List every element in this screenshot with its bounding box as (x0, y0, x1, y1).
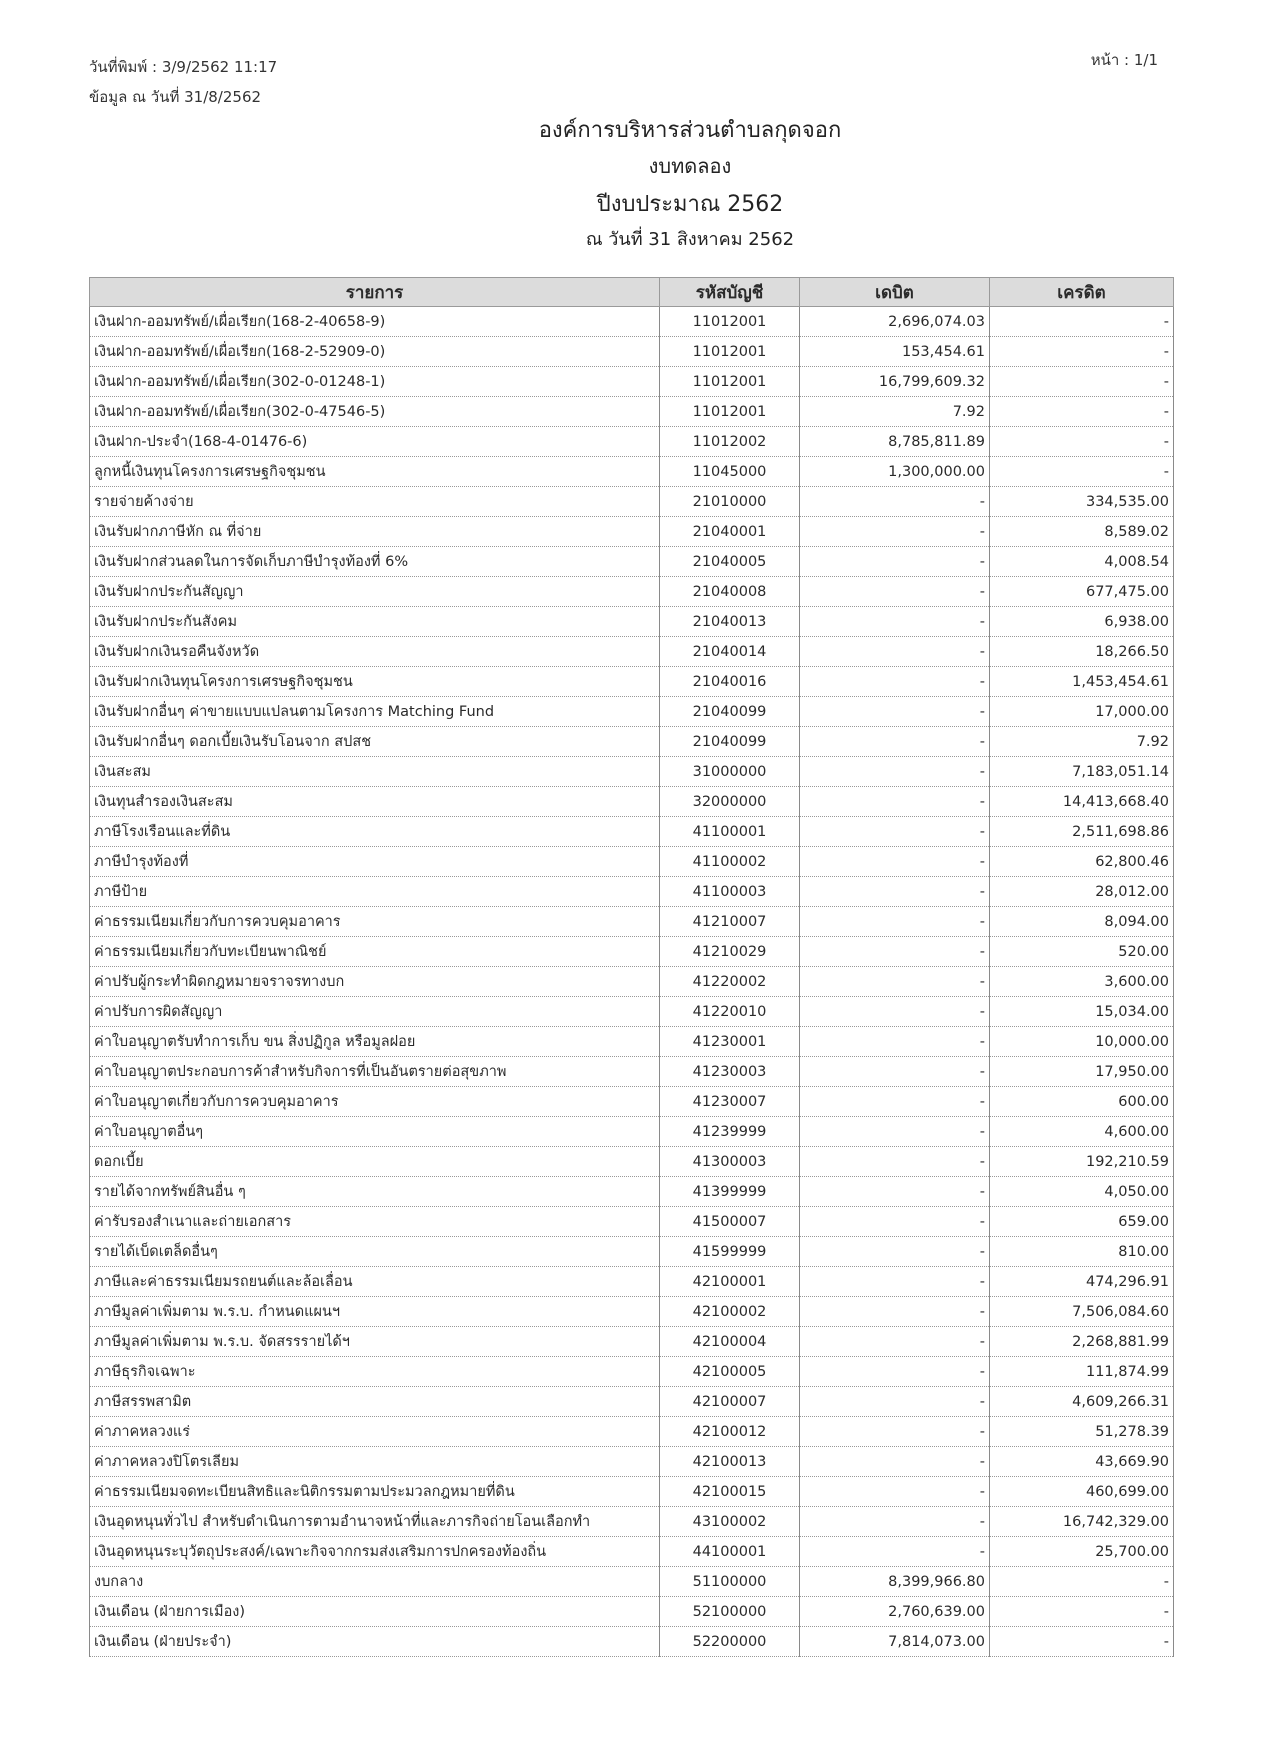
organization-title: องค์การบริหารส่วนตำบลกุดจอก (538, 118, 842, 143)
account-name: ค่าใบอนุญาตรับทำการเก็บ ขน สิ่งปฏิกูล หรือมูลฝอย (90, 1027, 660, 1057)
debit-amount: - (800, 1177, 990, 1207)
account-name: เงินรับฝากประกันสังคม (90, 607, 660, 637)
table-row (90, 517, 1174, 547)
account-name: ภาษีธุรกิจเฉพาะ (90, 1357, 660, 1387)
account-code: 41100002 (660, 847, 800, 877)
account-code: 52100000 (660, 1597, 800, 1627)
account-code: 42100012 (660, 1417, 800, 1447)
table-row (90, 1507, 1174, 1537)
account-name: ภาษีโรงเรือนและที่ดิน (90, 817, 660, 847)
table-row (90, 1147, 1174, 1177)
debit-amount: - (800, 1357, 990, 1387)
table-row (90, 1117, 1174, 1147)
credit-amount: 10,000.00 (990, 1027, 1174, 1057)
account-name: เงินฝาก-ออมทรัพย์/เผื่อเรียก(168-2-40658-9) (90, 307, 660, 337)
debit-amount: - (800, 1207, 990, 1237)
credit-amount: - (990, 307, 1174, 337)
column-header-item: รายการ (90, 278, 660, 307)
debit-amount: - (800, 967, 990, 997)
credit-amount: 15,034.00 (990, 997, 1174, 1027)
account-name: ค่าภาคหลวงแร่ (90, 1417, 660, 1447)
table-row (90, 1177, 1174, 1207)
credit-amount: 8,589.02 (990, 517, 1174, 547)
account-name: เงินฝาก-ออมทรัพย์/เผื่อเรียก(302-0-47546-5) (90, 397, 660, 427)
debit-amount: 1,300,000.00 (800, 457, 990, 487)
table-row (90, 1207, 1174, 1237)
account-name: ค่าปรับผู้กระทำผิดกฎหมายจราจรทางบก (90, 967, 660, 997)
table-row (90, 847, 1174, 877)
debit-amount: - (800, 1087, 990, 1117)
debit-amount: 7.92 (800, 397, 990, 427)
account-name: ค่าใบอนุญาตเกี่ยวกับการควบคุมอาคาร (90, 1087, 660, 1117)
debit-amount: - (800, 547, 990, 577)
debit-amount: - (800, 1057, 990, 1087)
account-name: เงินอุดหนุนทั่วไป สำหรับดำเนินการตามอำนาจหน้าที่และภารกิจถ่ายโอนเลือกทำ (90, 1507, 660, 1537)
credit-amount: 43,669.90 (990, 1447, 1174, 1477)
table-body (90, 307, 1174, 1657)
table-row (90, 1537, 1174, 1567)
account-name: เงินรับฝากอื่นๆ ค่าขายแบบแปลนตามโครงการ Matching Fund (90, 697, 660, 727)
credit-amount: 1,453,454.61 (990, 667, 1174, 697)
debit-amount: - (800, 817, 990, 847)
debit-amount: - (800, 667, 990, 697)
account-code: 31000000 (660, 757, 800, 787)
table-row (90, 697, 1174, 727)
account-name: ภาษีมูลค่าเพิ่มตาม พ.ร.บ. กำหนดแผนฯ (90, 1297, 660, 1327)
debit-amount: - (800, 937, 990, 967)
debit-amount: - (800, 1267, 990, 1297)
credit-amount: 18,266.50 (990, 637, 1174, 667)
table-row (90, 907, 1174, 937)
account-code: 52200000 (660, 1627, 800, 1657)
table-row (90, 607, 1174, 637)
credit-amount: - (990, 1627, 1174, 1657)
account-name: เงินฝาก-ออมทรัพย์/เผื่อเรียก(302-0-01248-1) (90, 367, 660, 397)
table-row (90, 1327, 1174, 1357)
account-code: 11012001 (660, 367, 800, 397)
credit-amount: 8,094.00 (990, 907, 1174, 937)
credit-amount: 6,938.00 (990, 607, 1174, 637)
credit-amount: 14,413,668.40 (990, 787, 1174, 817)
table-row (90, 307, 1174, 337)
credit-amount: 810.00 (990, 1237, 1174, 1267)
account-name: รายได้เบ็ดเตล็ดอื่นๆ (90, 1237, 660, 1267)
account-name: ค่าใบอนุญาตประกอบการค้าสำหรับกิจการที่เป็นอันตรายต่อสุขภาพ (90, 1057, 660, 1087)
credit-amount: - (990, 367, 1174, 397)
table-row (90, 457, 1174, 487)
credit-amount: 7.92 (990, 727, 1174, 757)
account-code: 41300003 (660, 1147, 800, 1177)
account-code: 21040014 (660, 637, 800, 667)
account-name: เงินรับฝากเงินทุนโครงการเศรษฐกิจชุมชน (90, 667, 660, 697)
debit-amount: - (800, 1387, 990, 1417)
table-row (90, 997, 1174, 1027)
credit-amount: 7,183,051.14 (990, 757, 1174, 787)
credit-amount: - (990, 337, 1174, 367)
as-of-date: ณ วันที่ 31 สิงหาคม 2562 (585, 229, 795, 250)
account-code: 42100005 (660, 1357, 800, 1387)
table-row (90, 1567, 1174, 1597)
account-code: 41210029 (660, 937, 800, 967)
table-row (90, 637, 1174, 667)
debit-amount: 153,454.61 (800, 337, 990, 367)
credit-amount: 334,535.00 (990, 487, 1174, 517)
table-row (90, 1237, 1174, 1267)
credit-amount: 17,950.00 (990, 1057, 1174, 1087)
credit-amount: 111,874.99 (990, 1357, 1174, 1387)
debit-amount: 7,814,073.00 (800, 1627, 990, 1657)
column-header-debit: เดบิต (800, 278, 990, 307)
account-name: ค่าธรรมเนียมเกี่ยวกับการควบคุมอาคาร (90, 907, 660, 937)
credit-amount: 4,008.54 (990, 547, 1174, 577)
credit-amount: 16,742,329.00 (990, 1507, 1174, 1537)
credit-amount: 460,699.00 (990, 1477, 1174, 1507)
account-name: เงินรับฝากส่วนลดในการจัดเก็บภาษีบำรุงท้องที่ 6% (90, 547, 660, 577)
account-code: 21040005 (660, 547, 800, 577)
debit-amount: - (800, 1477, 990, 1507)
table-row (90, 427, 1174, 457)
account-code: 11012001 (660, 397, 800, 427)
table-row (90, 1447, 1174, 1477)
table-row (90, 1417, 1174, 1447)
account-name: ค่าภาคหลวงปิโตรเลียม (90, 1447, 660, 1477)
debit-amount: - (800, 1327, 990, 1357)
table-row (90, 1267, 1174, 1297)
account-code: 41220002 (660, 967, 800, 997)
account-name: ภาษีป้าย (90, 877, 660, 907)
debit-amount: - (800, 1447, 990, 1477)
table-row (90, 1627, 1174, 1657)
data-date: ข้อมูล ณ วันที่ 31/8/2562 (89, 88, 262, 106)
debit-amount: - (800, 787, 990, 817)
trial-balance-table (89, 277, 1174, 1657)
debit-amount: - (800, 847, 990, 877)
column-header-code: รหัสบัญชี (660, 278, 800, 307)
credit-amount: 17,000.00 (990, 697, 1174, 727)
account-code: 41100003 (660, 877, 800, 907)
table-row (90, 727, 1174, 757)
debit-amount: - (800, 1027, 990, 1057)
table-row (90, 1597, 1174, 1627)
debit-amount: 16,799,609.32 (800, 367, 990, 397)
account-name: ค่ารับรองสำเนาและถ่ายเอกสาร (90, 1207, 660, 1237)
debit-amount: - (800, 517, 990, 547)
table-row (90, 487, 1174, 517)
print-date: วันที่พิมพ์ : 3/9/2562 11:17 (89, 58, 278, 76)
credit-amount: 2,511,698.86 (990, 817, 1174, 847)
account-name: รายจ่ายค้างจ่าย (90, 487, 660, 517)
credit-amount: 192,210.59 (990, 1147, 1174, 1177)
account-name: เงินรับฝากอื่นๆ ดอกเบี้ยเงินรับโอนจาก สปสช (90, 727, 660, 757)
credit-amount: 4,050.00 (990, 1177, 1174, 1207)
credit-amount: - (990, 1567, 1174, 1597)
table-row (90, 397, 1174, 427)
account-code: 21040008 (660, 577, 800, 607)
credit-amount: 659.00 (990, 1207, 1174, 1237)
table-row (90, 337, 1174, 367)
credit-amount: 51,278.39 (990, 1417, 1174, 1447)
account-code: 21040099 (660, 727, 800, 757)
account-code: 41399999 (660, 1177, 800, 1207)
debit-amount: - (800, 1147, 990, 1177)
credit-amount: 520.00 (990, 937, 1174, 967)
table-row (90, 1357, 1174, 1387)
account-name: เงินรับฝากประกันสัญญา (90, 577, 660, 607)
table-row (90, 1387, 1174, 1417)
debit-amount: - (800, 1117, 990, 1147)
account-code: 42100007 (660, 1387, 800, 1417)
debit-amount: - (800, 637, 990, 667)
account-name: ค่าใบอนุญาตอื่นๆ (90, 1117, 660, 1147)
table-row (90, 547, 1174, 577)
account-code: 32000000 (660, 787, 800, 817)
account-code: 11012002 (660, 427, 800, 457)
debit-amount: 2,696,074.03 (800, 307, 990, 337)
table-row (90, 367, 1174, 397)
table-row (90, 667, 1174, 697)
account-name: ภาษีและค่าธรรมเนียมรถยนต์และล้อเลื่อน (90, 1267, 660, 1297)
credit-amount: 474,296.91 (990, 1267, 1174, 1297)
debit-amount: 8,785,811.89 (800, 427, 990, 457)
credit-amount: 677,475.00 (990, 577, 1174, 607)
account-name: งบกลาง (90, 1567, 660, 1597)
table-header-row (90, 278, 1174, 307)
account-name: เงินสะสม (90, 757, 660, 787)
table-row (90, 1087, 1174, 1117)
account-name: เงินเดือน (ฝ่ายประจำ) (90, 1627, 660, 1657)
credit-amount: 3,600.00 (990, 967, 1174, 997)
table-row (90, 1027, 1174, 1057)
credit-amount: 7,506,084.60 (990, 1297, 1174, 1327)
account-name: เงินรับฝากเงินรอคืนจังหวัด (90, 637, 660, 667)
account-name: รายได้จากทรัพย์สินอื่น ๆ (90, 1177, 660, 1207)
account-code: 41230001 (660, 1027, 800, 1057)
account-code: 43100002 (660, 1507, 800, 1537)
debit-amount: - (800, 577, 990, 607)
account-code: 44100001 (660, 1537, 800, 1567)
page-number: หน้า : 1/1 (1090, 51, 1158, 69)
account-code: 21010000 (660, 487, 800, 517)
debit-amount: - (800, 1537, 990, 1567)
credit-amount: - (990, 1597, 1174, 1627)
account-name: ภาษีสรรพสามิต (90, 1387, 660, 1417)
table-row (90, 1057, 1174, 1087)
table-row (90, 757, 1174, 787)
table-row (90, 877, 1174, 907)
account-code: 42100004 (660, 1327, 800, 1357)
report-meta (89, 52, 277, 112)
debit-amount: - (800, 997, 990, 1027)
account-code: 41239999 (660, 1117, 800, 1147)
account-name: ภาษีมูลค่าเพิ่มตาม พ.ร.บ. จัดสรรรายได้ฯ (90, 1327, 660, 1357)
account-code: 21040016 (660, 667, 800, 697)
table-row (90, 577, 1174, 607)
debit-amount: - (800, 907, 990, 937)
report-titles (390, 112, 990, 254)
account-name: ค่าธรรมเนียมจดทะเบียนสิทธิและนิติกรรมตามประมวลกฎหมายที่ดิน (90, 1477, 660, 1507)
credit-amount: 62,800.46 (990, 847, 1174, 877)
credit-amount: 28,012.00 (990, 877, 1174, 907)
account-code: 21040099 (660, 697, 800, 727)
account-code: 41599999 (660, 1237, 800, 1267)
debit-amount: - (800, 607, 990, 637)
account-code: 42100013 (660, 1447, 800, 1477)
credit-amount: 4,600.00 (990, 1117, 1174, 1147)
fiscal-year: ปีงบประมาณ 2562 (596, 192, 784, 217)
debit-amount: - (800, 877, 990, 907)
account-code: 21040013 (660, 607, 800, 637)
column-header-credit: เครดิต (990, 278, 1174, 307)
account-name: เงินเดือน (ฝ่ายการเมือง) (90, 1597, 660, 1627)
account-code: 41500007 (660, 1207, 800, 1237)
debit-amount: - (800, 1507, 990, 1537)
debit-amount: 2,760,639.00 (800, 1597, 990, 1627)
account-name: เงินทุนสำรองเงินสะสม (90, 787, 660, 817)
account-code: 41230007 (660, 1087, 800, 1117)
debit-amount: - (800, 1297, 990, 1327)
account-code: 51100000 (660, 1567, 800, 1597)
account-name: เงินฝาก-ประจำ(168-4-01476-6) (90, 427, 660, 457)
table-row (90, 1477, 1174, 1507)
debit-amount: - (800, 697, 990, 727)
account-code: 42100015 (660, 1477, 800, 1507)
table-row (90, 1297, 1174, 1327)
account-code: 42100001 (660, 1267, 800, 1297)
account-code: 41230003 (660, 1057, 800, 1087)
credit-amount: 2,268,881.99 (990, 1327, 1174, 1357)
credit-amount: 25,700.00 (990, 1537, 1174, 1567)
account-code: 21040001 (660, 517, 800, 547)
account-code: 41100001 (660, 817, 800, 847)
debit-amount: - (800, 757, 990, 787)
debit-amount: - (800, 1237, 990, 1267)
account-code: 41210007 (660, 907, 800, 937)
account-name: ลูกหนี้เงินทุนโครงการเศรษฐกิจชุมชน (90, 457, 660, 487)
table-row (90, 787, 1174, 817)
credit-amount: - (990, 457, 1174, 487)
account-code: 41220010 (660, 997, 800, 1027)
account-name: ค่าปรับการผิดสัญญา (90, 997, 660, 1027)
table-row (90, 817, 1174, 847)
account-name: ดอกเบี้ย (90, 1147, 660, 1177)
account-name: ภาษีบำรุงท้องที่ (90, 847, 660, 877)
table-row (90, 967, 1174, 997)
debit-amount: - (800, 1417, 990, 1447)
account-code: 11045000 (660, 457, 800, 487)
report-title: งบทดลอง (648, 154, 732, 178)
account-code: 11012001 (660, 337, 800, 367)
account-name: เงินฝาก-ออมทรัพย์/เผื่อเรียก(168-2-52909-0) (90, 337, 660, 367)
account-code: 11012001 (660, 307, 800, 337)
debit-amount: - (800, 727, 990, 757)
credit-amount: 600.00 (990, 1087, 1174, 1117)
debit-amount: - (800, 487, 990, 517)
account-name: เงินอุดหนุนระบุวัตถุประสงค์/เฉพาะกิจจากกรมส่งเสริมการปกครองท้องถิ่น (90, 1537, 660, 1567)
credit-amount: - (990, 397, 1174, 427)
account-name: ค่าธรรมเนียมเกี่ยวกับทะเบียนพาณิชย์ (90, 937, 660, 967)
account-name: เงินรับฝากภาษีหัก ณ ที่จ่าย (90, 517, 660, 547)
credit-amount: - (990, 427, 1174, 457)
debit-amount: 8,399,966.80 (800, 1567, 990, 1597)
credit-amount: 4,609,266.31 (990, 1387, 1174, 1417)
table-row (90, 937, 1174, 967)
account-code: 42100002 (660, 1297, 800, 1327)
